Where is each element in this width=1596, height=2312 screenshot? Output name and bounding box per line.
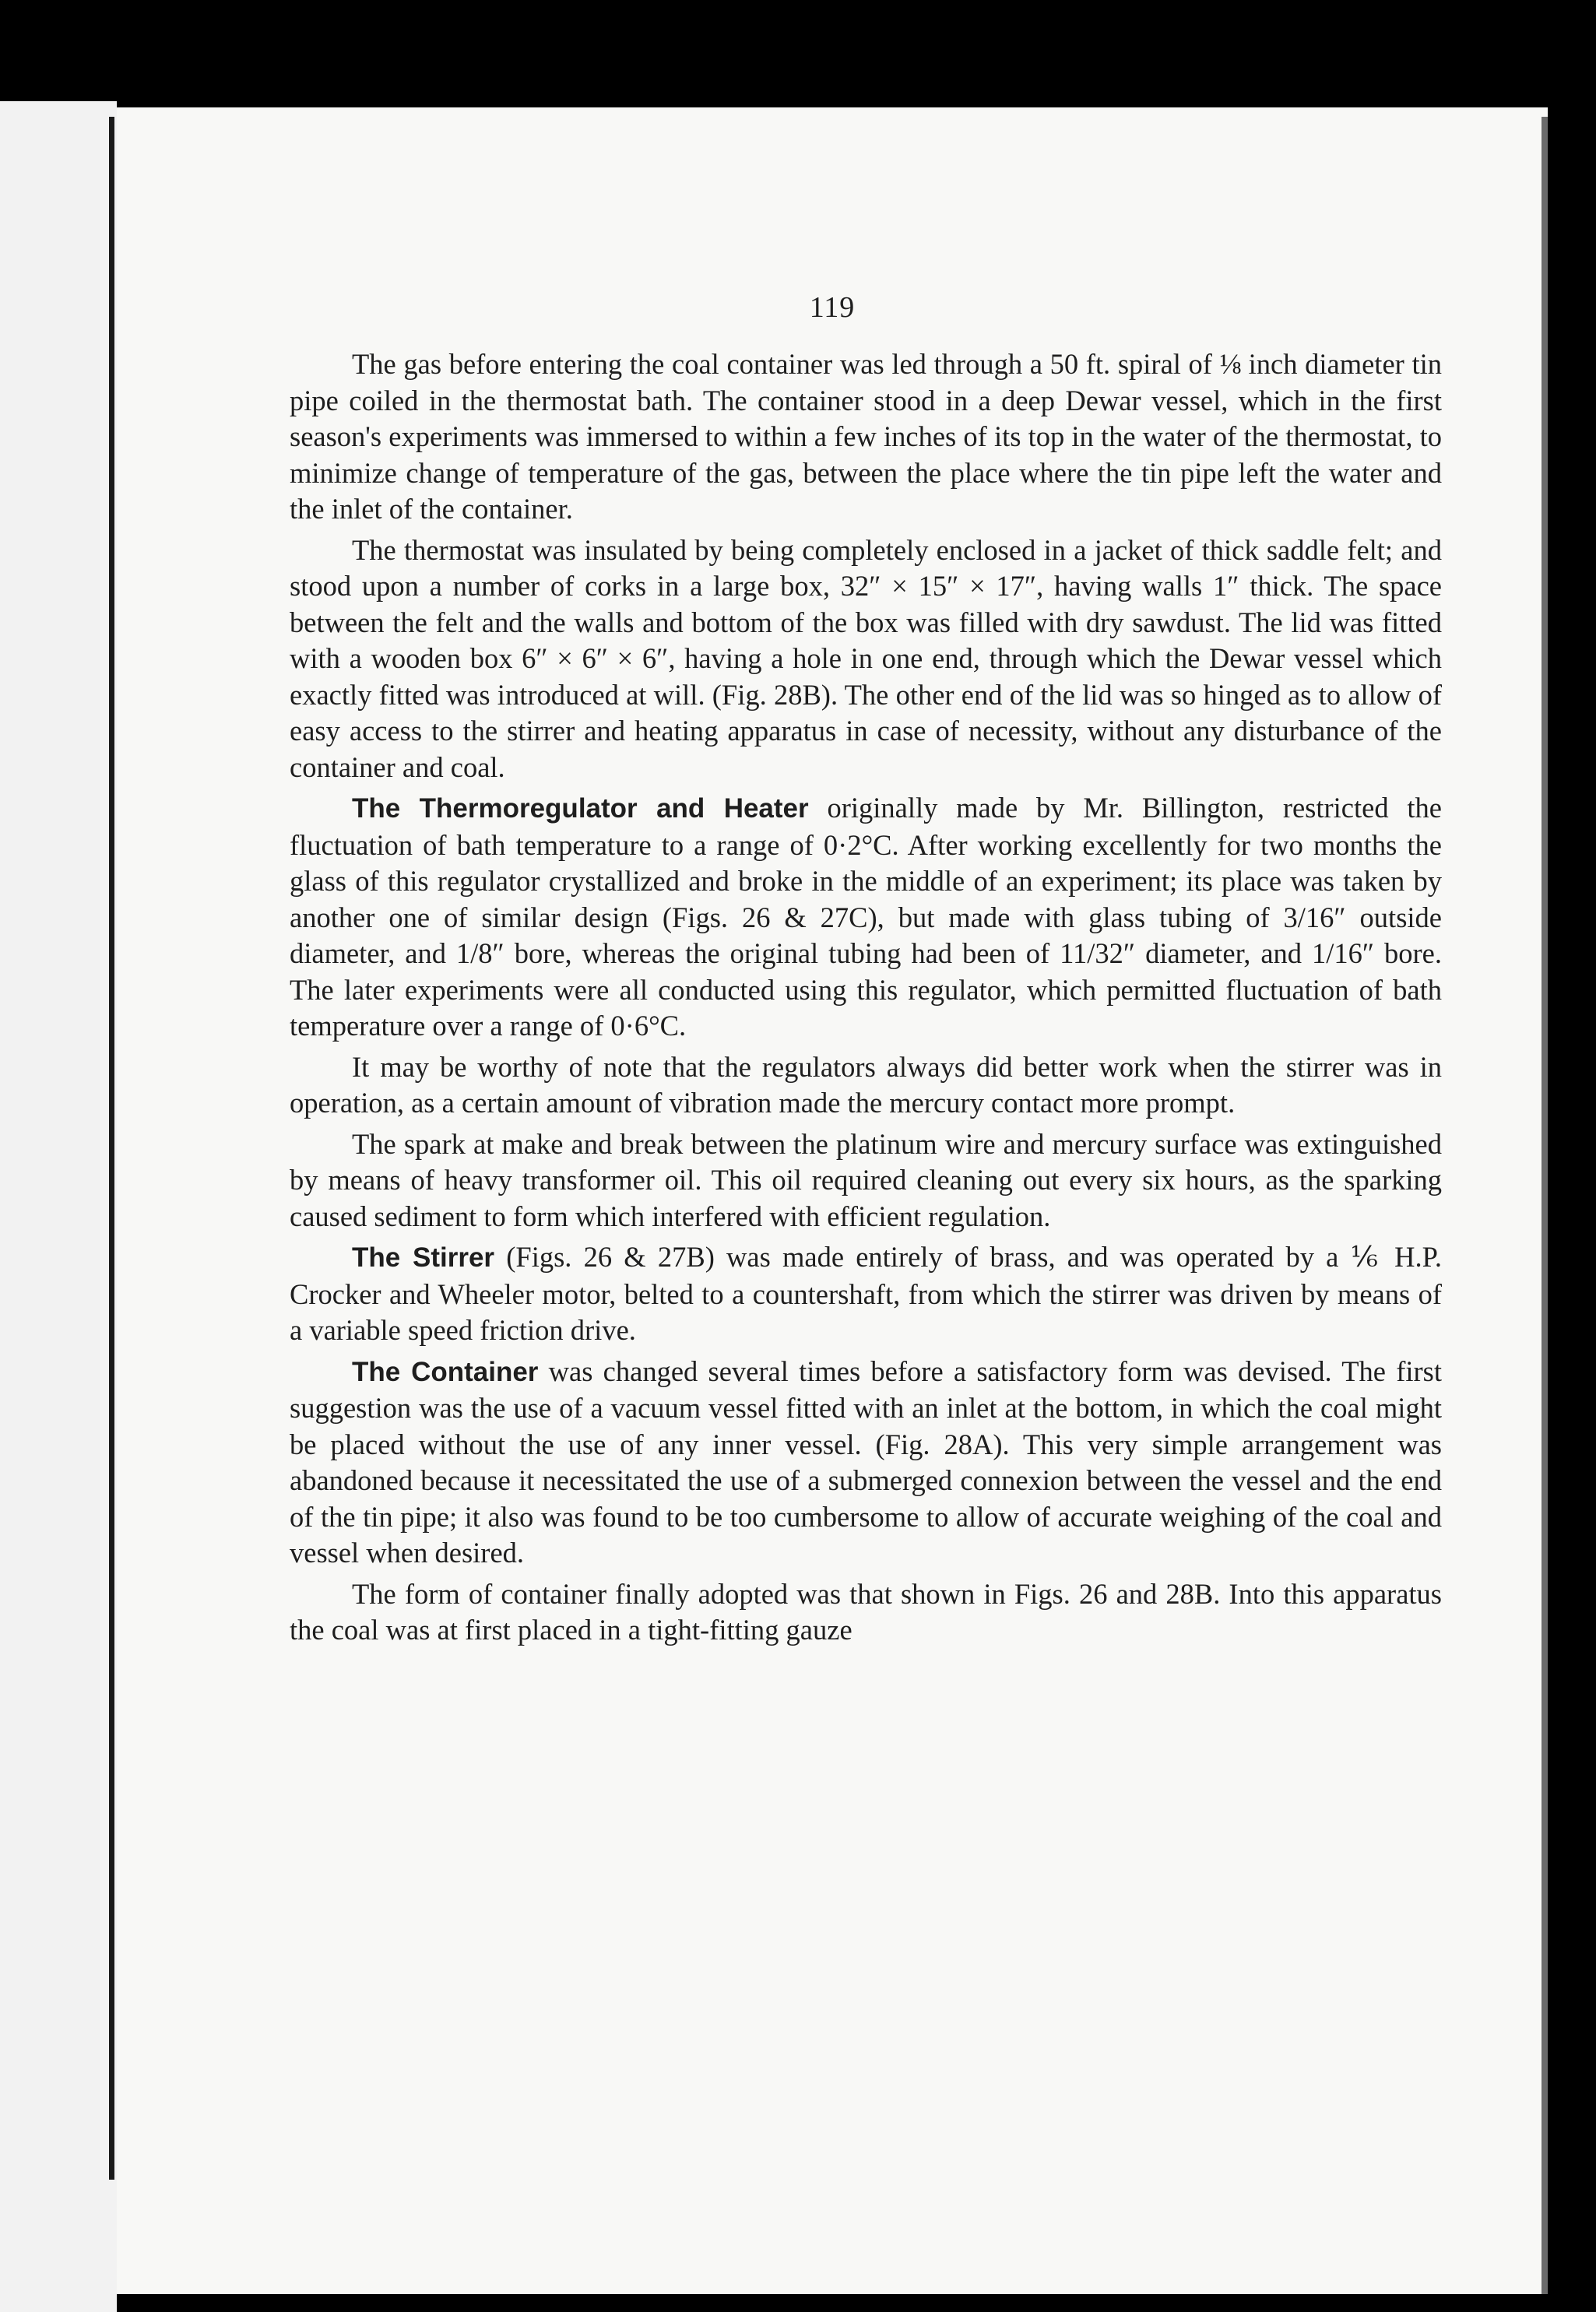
paragraph-text: The gas before entering the coal container was led through a 50 ft. spiral of ⅛ inch diameter tin pipe coiled in the thermostat bath. The container stood in a deep Dewar vessel, which in the first season's experiments was immersed to within a few inches of its top in the water of the thermostat, to minimize change of temperature of the gas, between the place where the tin pipe left the water and the inlet of the container. <box>290 348 1442 525</box>
paragraph-gas-inlet <box>290 346 1442 528</box>
section-heading: The Thermoregulator and Heater <box>352 793 809 824</box>
paragraph-text: The spark at make and break between the platinum wire and mercury surface was extinguished by means of heavy transformer oil. This oil required cleaning out every six hours, as the sparking caused sediment to form which interfered with efficient regulation. <box>290 1127 1442 1232</box>
paragraph-container <box>290 1354 1442 1572</box>
paragraph-thermostat-insulation <box>290 532 1442 786</box>
paragraph-final-container <box>290 1576 1442 1649</box>
paragraph-text: (Figs. 26 & 27B) was made entirely of brass, and was operated by a ⅙ H.P. Crocker and Wheeler motor, belted to a countershaft, from which the stirrer was driven by means of a variable speed friction drive. <box>290 1241 1442 1346</box>
paragraph-text: was changed several times before a satisfactory form was devised. The first suggestion was the use of a vacuum vessel fitted with an inlet at the bottom, in which the coal might be placed without the use of any inner vessel. (Fig. 28A). This very simple arrangement was abandoned because it necessitated the use of a submerged connexion between the vessel and the end of the tin pipe; it also was found to be too cumbersome to allow of accurate weighing of the coal and vessel when desired. <box>290 1355 1443 1569</box>
paragraph-thermoregulator <box>290 790 1442 1045</box>
paragraph-text: The form of container finally adopted was that shown in Figs. 26 and 28B. Into this apparatus the coal was at first placed in a tight-fitting gauze <box>290 1577 1442 1646</box>
paragraph-stirrer <box>290 1239 1442 1349</box>
facing-page-edge <box>0 101 117 2312</box>
paragraph-text: The thermostat was insulated by being completely enclosed in a jacket of thick saddle felt; and stood upon a number of corks in a large box, 32″ × 15″ × 17″, having walls 1″ thick. The space between the felt and the walls and bottom of the box was filled with dry sawdust. The lid was fitted with a wooden box 6″ × 6″ × 6″, having a hole in one end, through which the Dewar vessel which exactly fitted was introduced at will. (Fig. 28B). The other end of the lid was so hinged as to allow of easy access to the stirrer and heating apparatus in case of necessity, without any disturbance of the container and coal. <box>290 533 1442 783</box>
body-text <box>290 346 1442 1649</box>
paragraph-regulator-note <box>290 1049 1442 1122</box>
paragraph-text: originally made by Mr. Billington, restricted the fluctuation of bath temperature to a range of 0·2°C. After working excellently for two months the glass of this regulator crystallized and broke in the middle of an experiment; its place was taken by another one of similar design (Figs. 26 & 27C), but made with glass tubing of 3/16″ outside diameter, and 1/8″ bore, whereas the original tubing had been of 11/32″ diameter, and 1/16″ bore. The later experiments were all conducted using this regulator, which permitted fluctuation of bath temperature over a range of 0·6°C. <box>290 792 1442 1042</box>
page-edge-shadow <box>1542 117 1548 2294</box>
section-heading: The Container <box>352 1356 539 1387</box>
paragraph-spark <box>290 1126 1442 1235</box>
paragraph-text: It may be worthy of note that the regulators always did better work when the stirrer was in operation, as a certain amount of vibration made the mercury contact more prompt. <box>290 1050 1442 1119</box>
book-spine-shadow <box>109 117 114 2180</box>
section-heading: The Stirrer <box>352 1242 495 1273</box>
page-number: 119 <box>809 291 856 324</box>
book-page <box>117 107 1548 2294</box>
